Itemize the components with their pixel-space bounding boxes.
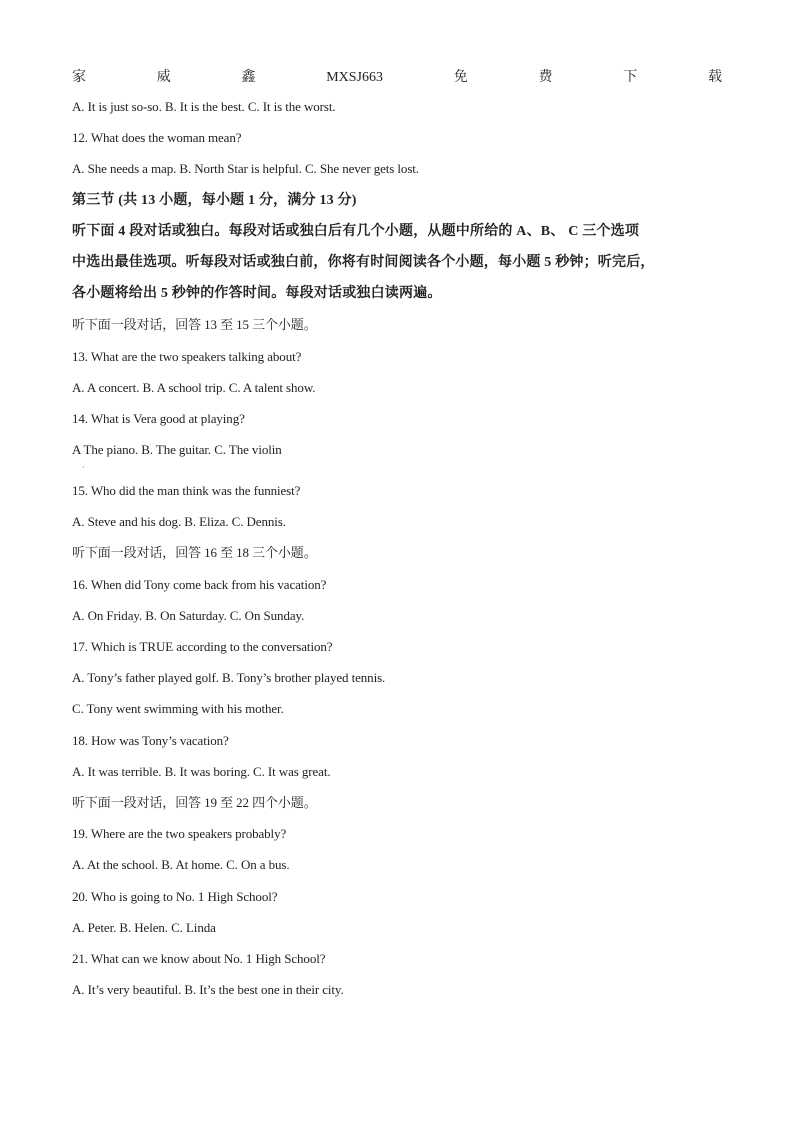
header-code: MXSJ663 xyxy=(326,70,383,85)
page-header xyxy=(72,66,722,88)
dialogue-prompt: 听下面一段对话，回答 13 至 15 三个小题。 xyxy=(72,317,317,333)
question: 14. What is Vera good at playing? xyxy=(72,410,245,426)
answer-options: A The piano. B. The guitar. C. The violin xyxy=(72,442,282,458)
answer-options: A. At the school. B. At home. C. On a bus. xyxy=(72,857,290,873)
header-char: 费 xyxy=(538,70,553,85)
question: 21. What can we know about No. 1 High School? xyxy=(72,950,326,966)
header-char: 载 xyxy=(707,70,722,85)
question: 17. Which is TRUE according to the conversation? xyxy=(72,639,333,654)
header-char: 鑫 xyxy=(241,70,256,85)
answer-options: A. A concert. B. A school trip. C. A talent show. xyxy=(72,379,316,395)
answer-options: C. Tony went swimming with his mother. xyxy=(72,701,284,717)
answer-options: A. It was terrible. B. It was boring. C. It was great. xyxy=(72,763,331,779)
section-instructions: 中选出最佳选项。听每段对话或独白前，你将有时间阅读各个小题，每小题 5 秒钟；听完后， xyxy=(72,254,655,270)
section-instructions: 各小题将给出 5 秒钟的作答时间。每段对话或独白读两遍。 xyxy=(72,286,442,302)
answer-options: A. It is just so-so. B. It is the best. C. It is the worst. xyxy=(72,99,336,114)
answer-options: A. Steve and his dog. B. Eliza. C. Dennis. xyxy=(72,514,286,530)
question: 15. Who did the man think was the funniest? xyxy=(72,483,301,499)
header-char: 免 xyxy=(453,70,468,85)
answer-options: A. She needs a map. B. North Star is helpful. C. She never gets lost. xyxy=(72,161,419,177)
dialogue-prompt: 听下面一段对话，回答 19 至 22 四个小题。 xyxy=(72,794,317,810)
section-heading: 第三节 (共 13 小题，每小题 1 分，满分 13 分) xyxy=(72,192,357,208)
question: 20. Who is going to No. 1 High School? xyxy=(72,888,278,904)
answer-options: A. It’s very beautiful. B. It’s the best one in their city. xyxy=(72,982,344,998)
stray-dot-mark: · xyxy=(82,463,85,472)
question: 12. What does the woman mean? xyxy=(72,130,242,146)
question: 19. Where are the two speakers probably? xyxy=(72,826,287,842)
question: 18. How was Tony’s vacation? xyxy=(72,732,229,748)
dialogue-prompt: 听下面一段对话，回答 16 至 18 三个小题。 xyxy=(72,545,317,561)
question: 13. What are the two speakers talking about? xyxy=(72,348,302,364)
header-char: 下 xyxy=(623,70,638,85)
header-char: 威 xyxy=(156,70,171,85)
question: 16. When did Tony come back from his vacation? xyxy=(72,576,327,592)
section-instructions: 听下面 4 段对话或独白。每段对话或独白后有几个小题，从题中所给的 A、B、 C 三个选项 xyxy=(72,223,640,239)
header-char: 家 xyxy=(72,70,86,85)
answer-options: A. Tony’s father played golf. B. Tony’s brother played tennis. xyxy=(72,670,386,686)
document-body xyxy=(72,96,732,1010)
answer-options: A. Peter. B. Helen. C. Linda xyxy=(72,919,216,935)
answer-options: A. On Friday. B. On Saturday. C. On Sunday. xyxy=(72,607,305,623)
